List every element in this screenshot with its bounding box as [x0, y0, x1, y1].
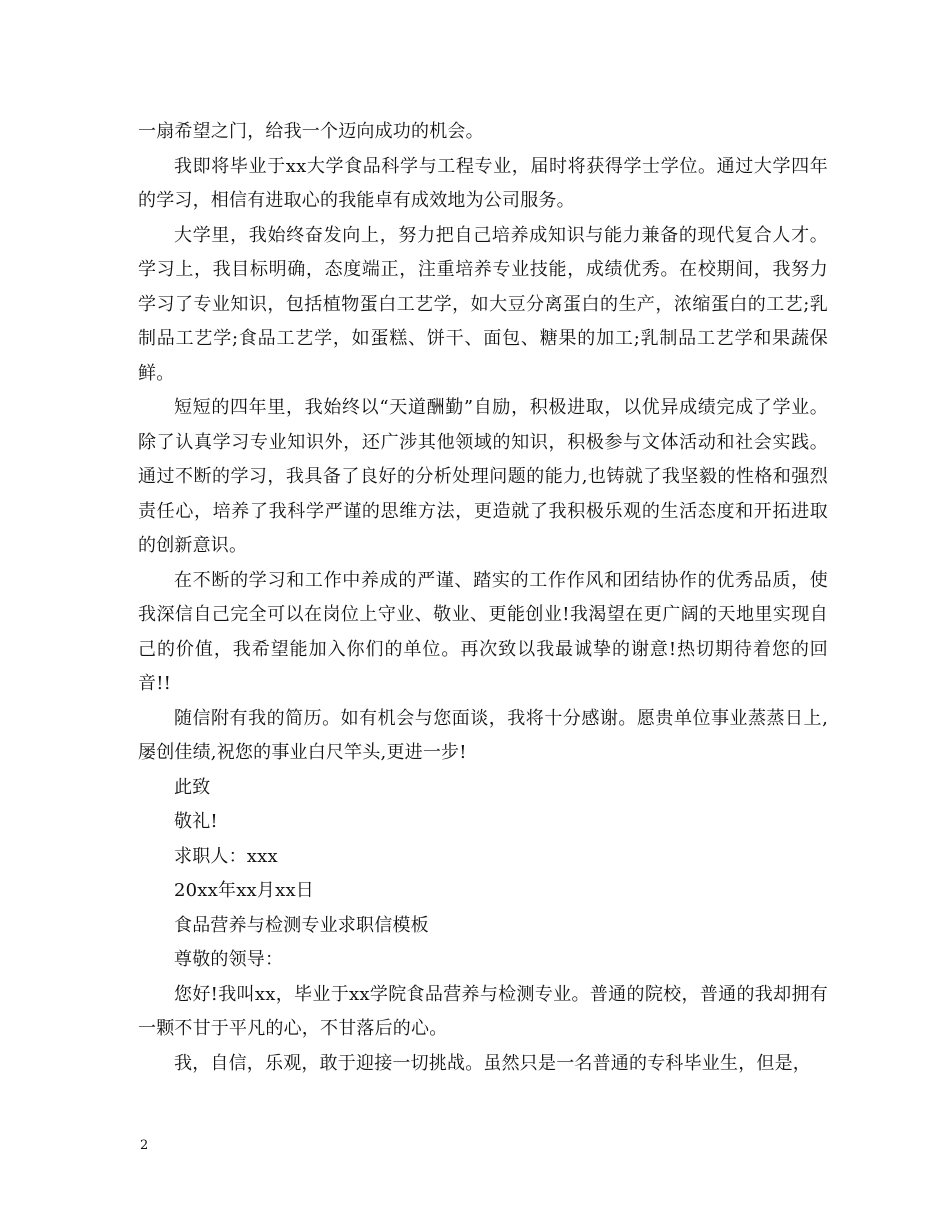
- paragraph-self-description: 我，自信，乐观，敢于迎接一切挑战。虽然只是一名普通的专科毕业生，但是，: [174, 1052, 811, 1074]
- paragraph-work-style: 在不断的学习和工作中养成的严谨、踏实的工作作风和团结协作的优秀品质，使我深信自己完全可以在岗位上守业、敬业、更能创业!我渴望在更广阔的天地里实现自己的价值，我希望能加入你们的单位。再次致以我最诚挚的谢意!热切期待着您的回音!!: [138, 569, 828, 694]
- closing-salutation: 此致: [174, 776, 211, 798]
- paragraph-resume-attached: 随信附有我的简历。如有机会与您面谈，我将十分感谢。愿贵单位事业蒸蒸日上,屡创佳绩,祝您的事业白尺竿头,更进一步!: [138, 707, 828, 763]
- paragraph-university-study: 大学里，我始终奋发向上，努力把自己培养成知识与能力兼备的现代复合人才。学习上，我目标明确，态度端正，注重培养专业技能，成绩优秀。在校期间，我努力学习了专业知识，包括植物蛋白工艺学，如大豆分离蛋白的生产，浓缩蛋白的工艺;乳制品工艺学;食品工艺学，如蛋糕、饼干、面包、糖果的加工;乳制品工艺学和果蔬保鲜。: [138, 224, 828, 384]
- paragraph-introduction: 您好!我叫xx，毕业于xx学院食品营养与检测专业。普通的院校，普通的我却拥有一颗不甘于平凡的心，不甘落后的心。: [138, 983, 828, 1039]
- paragraph-four-years: 短短的四年里，我始终以“天道酬勤”自励，积极进取，以优异成绩完成了学业。除了认真学习专业知识外，还广涉其他领域的知识，积极参与文体活动和社会实践。通过不断的学习，我具备了良好的分析处理问题的能力,也铸就了我坚毅的性格和强烈责任心，培养了我科学严谨的思维方法，更造就了我积极乐观的生活态度和开拓进取的创新意识。: [138, 397, 828, 556]
- closing-regards: 敬礼!: [174, 811, 218, 832]
- page-number: 2: [140, 1138, 149, 1153]
- greeting: 尊敬的领导：: [174, 949, 284, 970]
- paragraph-graduation: 我即将毕业于xx大学食品科学与工程专业，届时将获得学士学位。通过大学四年的学习，相信有进取心的我能卓有成效地为公司服务。: [138, 155, 828, 211]
- letter-date: 20xx年xx月xx日: [174, 880, 315, 901]
- letter-body: [138, 115, 828, 1081]
- paragraph-continuation: 一扇希望之门，给我一个迈向成功的机会。: [138, 121, 484, 142]
- applicant-name: 求职人：xxx: [174, 845, 278, 867]
- section-title: 食品营养与检测专业求职信模板: [174, 914, 429, 936]
